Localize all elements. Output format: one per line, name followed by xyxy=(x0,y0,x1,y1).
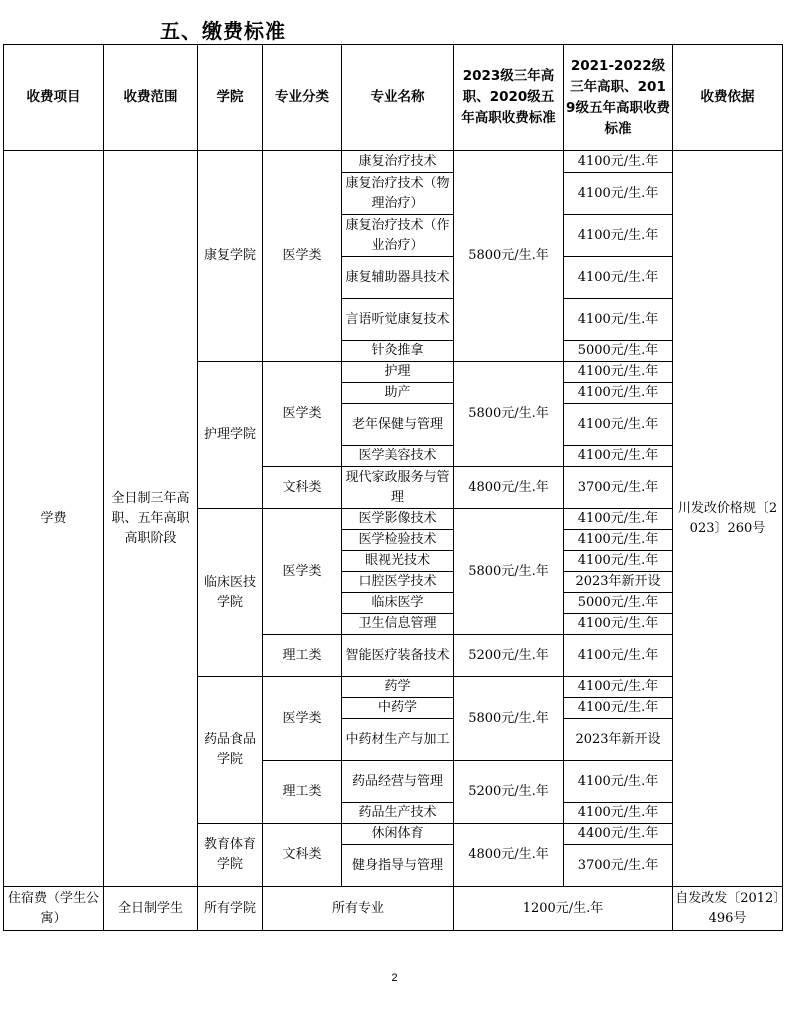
header-category: 专业分类 xyxy=(263,45,342,151)
major-name-cell: 中药学 xyxy=(342,698,454,719)
fee-prev-cell: 4100元/生.年 xyxy=(564,551,673,572)
fee-prev-cell: 4100元/生.年 xyxy=(564,698,673,719)
fee-prev-cell: 4100元/生.年 xyxy=(564,509,673,530)
major-name-cell: 临床医学 xyxy=(342,593,454,614)
major-name-cell: 药品生产技术 xyxy=(342,803,454,824)
college-cell: 教育体育学院 xyxy=(198,824,263,887)
fee-2023-cell: 4800元/生.年 xyxy=(454,467,564,509)
major-name-cell: 护理 xyxy=(342,362,454,383)
table-row-dorm xyxy=(4,887,783,931)
fee-prev-cell: 4100元/生.年 xyxy=(564,803,673,824)
college-cell: 护理学院 xyxy=(198,362,263,509)
category-cell: 理工类 xyxy=(263,635,342,677)
category-cell: 医学类 xyxy=(263,151,342,362)
fee-2023-cell: 5200元/生.年 xyxy=(454,761,564,824)
major-name-cell: 健身指导与管理 xyxy=(342,845,454,887)
fee-prev-cell: 4100元/生.年 xyxy=(564,614,673,635)
major-name-cell: 康复辅助器具技术 xyxy=(342,257,454,299)
major-name-cell: 康复治疗技术（物理治疗） xyxy=(342,173,454,215)
header-scope: 收费范围 xyxy=(104,45,198,151)
fee-prev-cell: 4100元/生.年 xyxy=(564,383,673,404)
fee-dorm: 1200元/生.年 xyxy=(454,887,673,931)
fee-2023-cell: 5800元/生.年 xyxy=(454,677,564,761)
header-major: 专业名称 xyxy=(342,45,454,151)
major-name-cell: 医学影像技术 xyxy=(342,509,454,530)
major-name-cell: 药品经营与管理 xyxy=(342,761,454,803)
major-name-cell: 针灸推拿 xyxy=(342,341,454,362)
fee-prev-cell: 3700元/生.年 xyxy=(564,845,673,887)
fee-item-dorm: 住宿费（学生公寓） xyxy=(4,887,104,931)
fee-prev-cell: 4100元/生.年 xyxy=(564,635,673,677)
major-name-cell: 康复治疗技术（作业治疗） xyxy=(342,215,454,257)
fee-prev-cell: 4100元/生.年 xyxy=(564,173,673,215)
fee-prev-cell: 4100元/生.年 xyxy=(564,530,673,551)
major-name-cell: 休闲体育 xyxy=(342,824,454,845)
fee-prev-cell: 2023年新开设 xyxy=(564,572,673,593)
college-dorm: 所有学院 xyxy=(198,887,263,931)
fee-prev-cell: 4100元/生.年 xyxy=(564,299,673,341)
major-name-cell: 口腔医学技术 xyxy=(342,572,454,593)
category-cell: 医学类 xyxy=(263,509,342,635)
fee-prev-cell: 4100元/生.年 xyxy=(564,404,673,446)
category-cell: 文科类 xyxy=(263,467,342,509)
fee-prev-cell: 4100元/生.年 xyxy=(564,362,673,383)
fee-2023-cell: 5800元/生.年 xyxy=(454,151,564,362)
header-basis: 收费依据 xyxy=(673,45,783,151)
fee-standard-table xyxy=(3,44,783,931)
major-name-cell: 现代家政服务与管理 xyxy=(342,467,454,509)
header-std-prev: 2021-2022级三年高职、2019级五年高职收费标准 xyxy=(564,45,673,151)
fee-prev-cell: 3700元/生.年 xyxy=(564,467,673,509)
fee-scope-tuition: 全日制三年高职、五年高职高职阶段 xyxy=(104,151,198,887)
fee-prev-cell: 2023年新开设 xyxy=(564,719,673,761)
fee-basis-dorm: 自发改发〔2012〕496号 xyxy=(673,887,783,931)
major-name-cell: 医学检验技术 xyxy=(342,530,454,551)
fee-prev-cell: 5000元/生.年 xyxy=(564,341,673,362)
college-cell: 药品食品学院 xyxy=(198,677,263,824)
major-name-cell: 医学美容技术 xyxy=(342,446,454,467)
major-name-cell: 老年保健与管理 xyxy=(342,404,454,446)
fee-prev-cell: 4100元/生.年 xyxy=(564,151,673,173)
major-name-cell: 康复治疗技术 xyxy=(342,151,454,173)
fee-prev-cell: 4100元/生.年 xyxy=(564,257,673,299)
fee-prev-cell: 4100元/生.年 xyxy=(564,446,673,467)
fee-2023-cell: 5800元/生.年 xyxy=(454,509,564,635)
major-name-cell: 智能医疗装备技术 xyxy=(342,635,454,677)
fee-2023-cell: 4800元/生.年 xyxy=(454,824,564,887)
fee-2023-cell: 5800元/生.年 xyxy=(454,362,564,467)
fee-prev-cell: 4100元/生.年 xyxy=(564,677,673,698)
major-name-cell: 卫生信息管理 xyxy=(342,614,454,635)
college-cell: 临床医技学院 xyxy=(198,509,263,677)
fee-item-tuition: 学费 xyxy=(4,151,104,887)
table-row xyxy=(4,151,783,173)
fee-prev-cell: 4400元/生.年 xyxy=(564,824,673,845)
header-std-2023: 2023级三年高职、2020级五年高职收费标准 xyxy=(454,45,564,151)
fee-prev-cell: 5000元/生.年 xyxy=(564,593,673,614)
section-title: 五、缴费标准 xyxy=(160,19,286,43)
category-cell: 理工类 xyxy=(263,761,342,824)
major-name-cell: 眼视光技术 xyxy=(342,551,454,572)
category-cell: 医学类 xyxy=(263,362,342,467)
college-cell: 康复学院 xyxy=(198,151,263,362)
fee-prev-cell: 4100元/生.年 xyxy=(564,761,673,803)
fee-scope-dorm: 全日制学生 xyxy=(104,887,198,931)
page-number: 2 xyxy=(391,972,398,984)
table-header-row xyxy=(4,45,783,151)
majors-dorm: 所有专业 xyxy=(263,887,454,931)
fee-prev-cell: 4100元/生.年 xyxy=(564,215,673,257)
table-body xyxy=(4,151,783,931)
category-cell: 医学类 xyxy=(263,677,342,761)
header-college: 学院 xyxy=(198,45,263,151)
major-name-cell: 言语听觉康复技术 xyxy=(342,299,454,341)
major-name-cell: 助产 xyxy=(342,383,454,404)
fee-2023-cell: 5200元/生.年 xyxy=(454,635,564,677)
fee-basis-tuition: 川发改价格规〔2023〕260号 xyxy=(673,151,783,887)
major-name-cell: 药学 xyxy=(342,677,454,698)
major-name-cell: 中药材生产与加工 xyxy=(342,719,454,761)
category-cell: 文科类 xyxy=(263,824,342,887)
header-item: 收费项目 xyxy=(4,45,104,151)
